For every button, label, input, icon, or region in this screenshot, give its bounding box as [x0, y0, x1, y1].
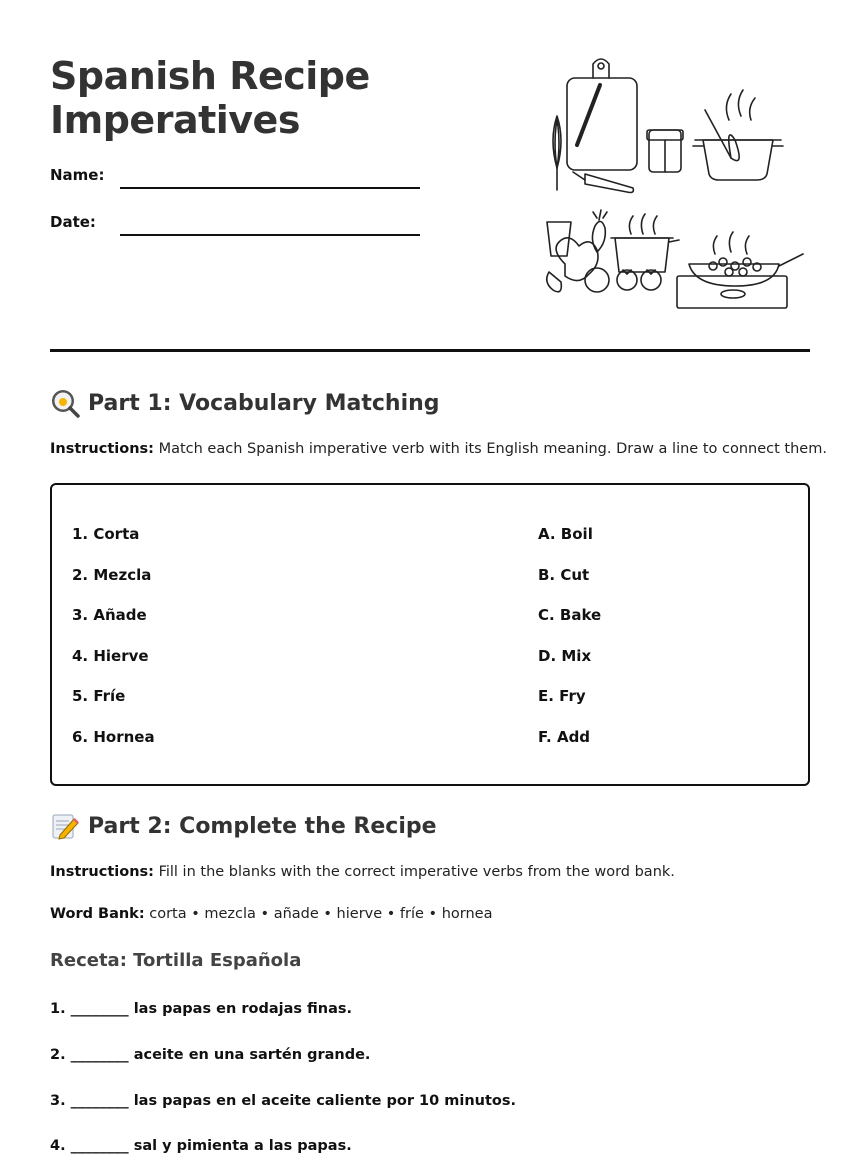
part1-title — [50, 388, 440, 418]
english-meaning[interactable]: A. Boil — [538, 525, 593, 543]
memo-pencil-icon — [50, 811, 80, 841]
title-line-2: Imperatives — [50, 98, 300, 142]
part2-title-text: Part 2: Complete the Recipe — [88, 813, 437, 839]
tomatoes-icon — [617, 270, 661, 290]
english-meaning[interactable]: B. Cut — [538, 566, 590, 584]
title-line-1: Spanish Recipe — [50, 54, 370, 98]
word-bank-label: Word Bank: — [50, 906, 145, 922]
recipe-step[interactable]: 4. ________ sal y pimienta a las papas. — [50, 1138, 352, 1154]
spanish-verb[interactable]: 2. Mezcla — [72, 566, 152, 584]
glass-icon — [547, 222, 571, 256]
frying-pan-icon — [677, 232, 803, 308]
cutting-board-icon — [567, 59, 637, 170]
part2-instructions — [50, 864, 675, 880]
spanish-verb[interactable]: 3. Añade — [72, 606, 147, 624]
name-line[interactable] — [120, 187, 420, 189]
name-label: Name: — [50, 166, 105, 184]
part2-title — [50, 811, 437, 841]
part1-instructions-label: Instructions: — [50, 441, 154, 457]
spanish-verb[interactable]: 6. Hornea — [72, 728, 155, 746]
word-bank — [50, 906, 492, 922]
recipe-step[interactable]: 3. ________ las papas en el aceite caliente por 10 minutos. — [50, 1093, 517, 1109]
divider — [50, 349, 810, 352]
frying-pan-egg-icon — [50, 388, 80, 418]
part2-instructions-text: Fill in the blanks with the correct imperative verbs from the word bank. — [153, 864, 675, 880]
page-title — [50, 54, 370, 142]
recipe-step[interactable]: 2. ________ aceite en una sartén grande. — [50, 1047, 371, 1063]
pot-icon — [611, 214, 679, 272]
english-meaning[interactable]: F. Add — [538, 728, 591, 746]
english-meaning[interactable]: C. Bake — [538, 606, 602, 624]
matching-box — [50, 483, 810, 786]
spanish-verb[interactable]: 1. Corta — [72, 525, 140, 543]
english-meaning[interactable]: E. Fry — [538, 687, 586, 705]
part1-instructions-text: Match each Spanish imperative verb with its English meaning. Draw a line to connect them. — [153, 441, 827, 457]
spanish-verb[interactable]: 4. Hierve — [72, 647, 149, 665]
kitchen-illustration — [535, 50, 815, 315]
part2-instructions-label: Instructions: — [50, 864, 154, 880]
recipe-title: Receta: Tortilla Española — [50, 950, 302, 971]
part1-instructions — [50, 441, 827, 457]
jar-icon — [647, 130, 683, 172]
word-bank-text: corta • mezcla • añade • hierve • fríe • hornea — [144, 906, 493, 922]
date-label: Date: — [50, 213, 96, 231]
recipe-step[interactable]: 1. ________ las papas en rodajas finas. — [50, 1001, 353, 1017]
part1-title-text: Part 1: Vocabulary Matching — [88, 390, 440, 416]
spanish-verb[interactable]: 5. Fríe — [72, 687, 126, 705]
date-line[interactable] — [120, 234, 420, 236]
english-meaning[interactable]: D. Mix — [538, 647, 592, 665]
knife-icon — [573, 172, 633, 193]
pot-with-whisk-icon — [693, 90, 783, 180]
whisk-icon — [553, 116, 561, 190]
